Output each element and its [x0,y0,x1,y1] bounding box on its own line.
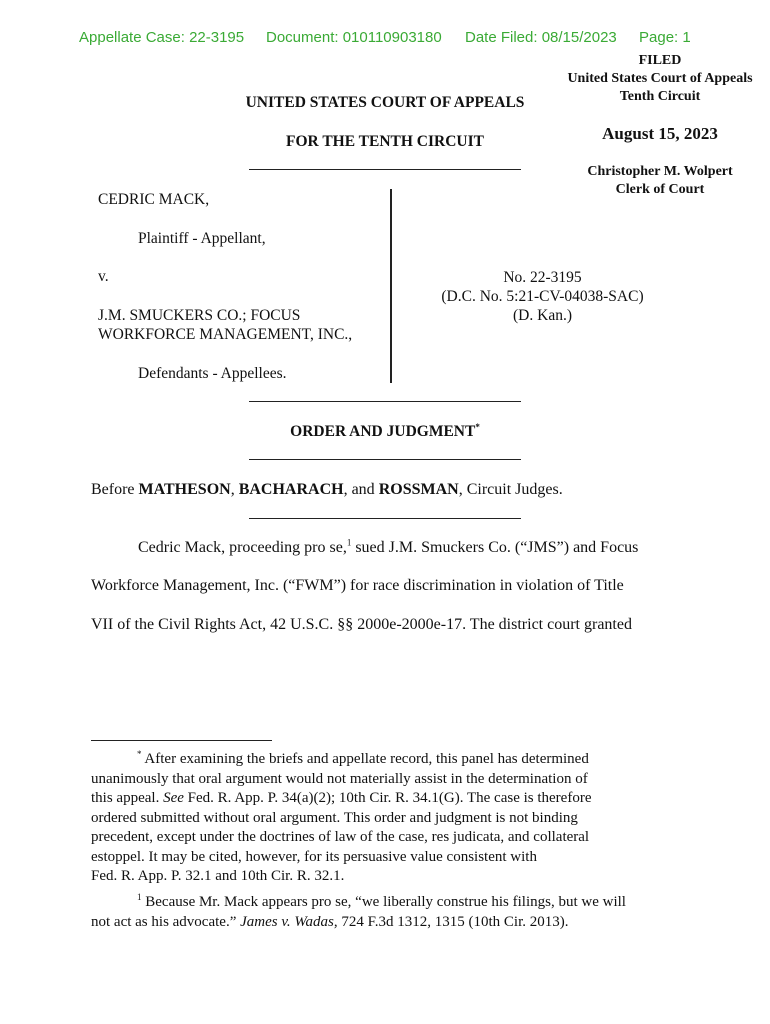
fn1-line3-b: Fed. R. App. P. 34(a)(2); 10th Cir. R. 34.1(G). The case is therefore [183,790,592,806]
fn2-line1 [91,893,626,913]
fn1-mark: * [137,749,142,759]
fn1-line1 [91,750,591,770]
fn1-line5: precedent, except under the doctrines of law of the case, res judicata, and collateral [91,829,590,845]
order-rule [249,459,521,460]
panel-before: Before [91,481,139,498]
header-case: Appellate Case: 22-3195 [79,29,245,46]
defendants-line2: WORKFORCE MANAGEMENT, INC., [98,326,353,343]
order-title-text: ORDER AND JUDGMENT [290,423,476,440]
body-footnote-mark: 1 [346,537,352,548]
panel-suffix: , Circuit Judges. [458,481,563,498]
filed-stamp [545,52,770,106]
panel-line [91,481,563,499]
header-document: Document: 010110903180 [266,29,442,46]
fn1-line3-a: this appeal. [91,790,164,806]
judge-bacharach: BACHARACH [238,481,344,498]
order-title [220,423,550,441]
defendants-role: Defendants - Appellees. [138,365,287,382]
fn1-line3 [91,789,591,809]
district-case-number: (D.C. No. 5:21-CV-04038-SAC) [441,288,644,305]
caption-divider [390,189,392,383]
fn1-line7: Fed. R. App. P. 32.1 and 10th Cir. R. 32.1. [91,868,345,884]
stamp-date: August 15, 2023 [602,124,718,143]
fn2-line2-b: , 724 F.3d 1312, 1315 (10th Cir. 2013). [333,913,569,930]
fn2-line2 [91,913,626,933]
plaintiff-name: CEDRIC MACK, [98,191,210,208]
district-court: (D. Kan.) [513,307,572,324]
body-line1-a: Cedric Mack, proceeding pro se, [138,539,347,556]
judge-rossman: ROSSMAN [378,481,459,498]
judge-matheson: MATHESON [138,481,231,498]
fn1-see: See [163,790,184,806]
body-line2: Workforce Management, Inc. (“FWM”) for race discrimination in violation of Title [91,577,624,594]
court-title-line1: UNITED STATES COURT OF APPEALS [245,94,525,111]
title-rule [249,169,521,170]
body-line3: VII of the Civil Rights Act, 42 U.S.C. §§ 2000e-2000e-17. The district court granted [91,616,632,633]
case-number: No. 22-3195 [503,269,582,286]
body-line1 [138,539,638,557]
panel-sep2: , and [343,481,379,498]
fn2-line2-a: not act as his advocate.” [91,913,241,930]
versus: v. [98,268,109,285]
defendants-line1: J.M. SMUCKERS CO.; FOCUS [98,307,301,324]
panel-rule [249,518,521,519]
fn2-mark: 1 [137,892,142,902]
panel-sep1: , [230,481,239,498]
fn2-line1-text: Because Mr. Mack appears pro se, “we liberally construe his filings, but we will [141,894,626,910]
fn2-case-name: James v. Wadas [240,913,334,930]
stamp-clerk [545,163,770,199]
caption-rule [249,401,521,402]
footnote-2 [91,893,626,932]
header-page: Page: 1 [639,29,691,46]
stamp-clerk-name: Christopher M. Wolpert [587,164,733,179]
plaintiff-role: Plaintiff - Appellant, [138,230,266,247]
fn1-line1-text: After examining the briefs and appellate record, this panel has determined [141,751,589,767]
order-title-footnote-mark: * [475,421,480,432]
header-date-filed: Date Filed: 08/15/2023 [465,29,617,46]
body-line1-b: sued J.M. Smuckers Co. (“JMS”) and Focus [351,539,639,556]
stamp-clerk-title: Clerk of Court [615,182,705,197]
fn1-line6: estoppel. It may be cited, however, for its persuasive value consistent with [91,848,537,865]
footnote-1 [91,750,591,887]
footnote-separator [91,740,272,741]
stamp-circuit: Tenth Circuit [619,89,701,104]
court-title-line2: FOR THE TENTH CIRCUIT [286,133,484,150]
fn1-line4: ordered submitted without oral argument. This order and judgment is not binding [91,809,578,826]
fn1-line2: unanimously that oral argument would not materially assist in the determination of [91,770,588,787]
stamp-filed: FILED [638,53,682,68]
stamp-court: United States Court of Appeals [567,71,753,86]
